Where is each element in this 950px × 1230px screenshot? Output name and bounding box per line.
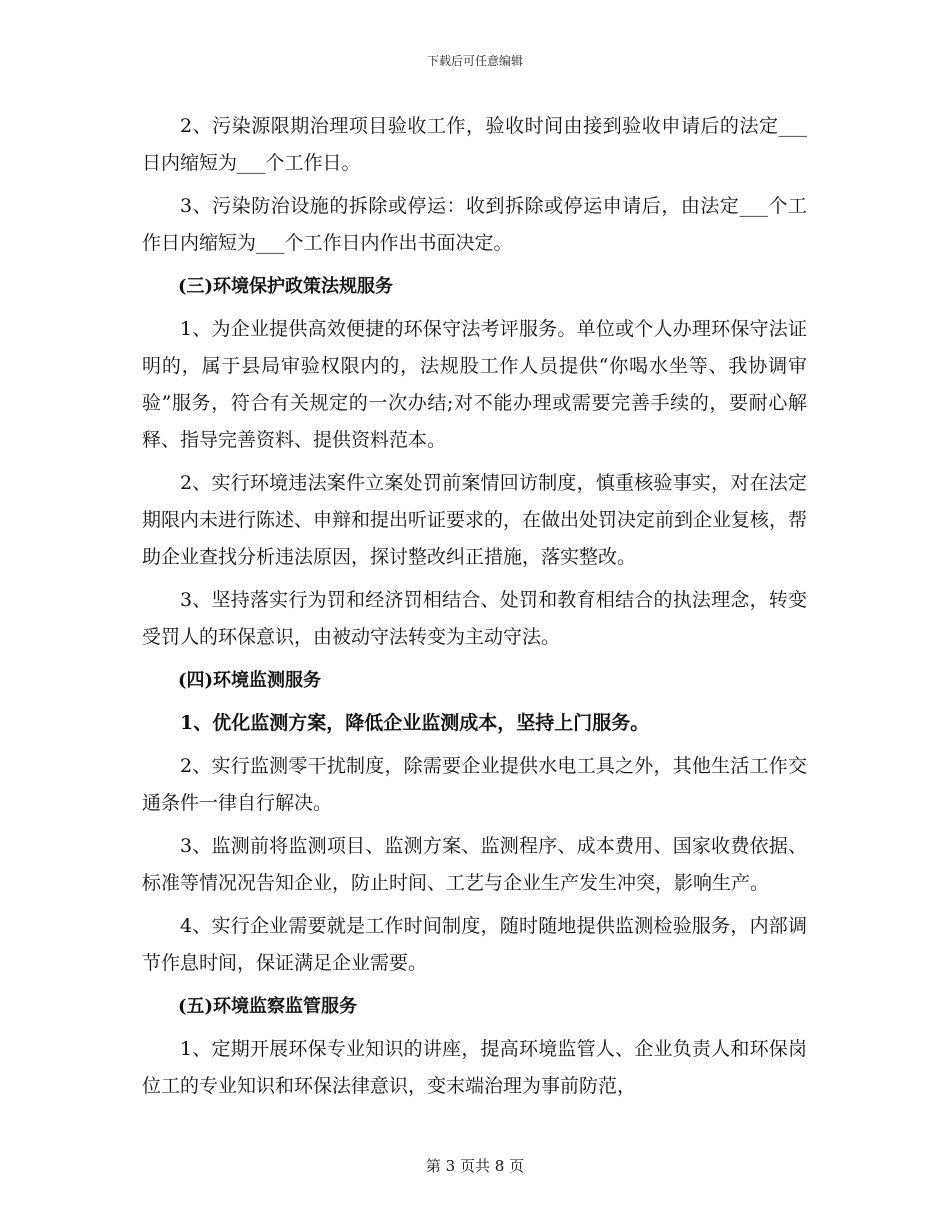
page-number: 第 3 页共 8 页 [425,1157,525,1175]
paragraph-policy-1: 1、为企业提供高效便捷的环保守法考评服务。单位或个人办理环保守法证明的，属于县局审验权限内的，法规股工作人员提供“你喝水坐等、我协调审验”服务，符合有关规定的一次办结;对不能办理或需要完善手续的，要耐心解释、指导完善资料、提供资料范本。 [142,318,807,451]
page-header: 下载后可任意编辑 [426,54,523,68]
paragraph-monitoring-4: 4、实行企业需要就是工作时间制度，随时随地提供监测检验服务，内部调节作息时间，保证满足企业需要。 [142,915,807,974]
paragraph-monitoring-2: 2、实行监测零干扰制度，除需要企业提供水电工具之外，其他生活工作交通条件一律自行解决。 [142,755,807,814]
section-heading-supervision-services: (五)环境监察监管服务 [178,996,358,1017]
paragraph-3-facility-removal: 3、污染防治设施的拆除或停运：收到拆除或停运申请后，由法定___个工作日内缩短为___个工作日内作出书面决定。 [142,195,807,254]
section-heading-policy-services: (三)环境保护政策法规服务 [178,276,394,297]
section-heading-monitoring-services: (四)环境监测服务 [178,670,322,691]
paragraph-2-acceptance: 2、污染源限期治理项目验收工作，验收时间由接到验收申请后的法定___日内缩短为___个工作日。 [142,115,807,174]
paragraph-monitoring-1: 1、优化监测方案，降低企业监测成本，坚持上门服务。 [180,712,650,734]
document-body [142,108,807,1111]
paragraph-policy-3: 3、坚持落实行为罚和经济罚相结合、处罚和教育相结合的执法理念，转变受罚人的环保意识，由被动守法转变为主动守法。 [142,589,807,648]
paragraph-supervision-1: 1、定期开展环保专业知识的讲座，提高环境监管人、企业负责人和环保岗位工的专业知识和环保法律意识，变末端治理为事前防范， [142,1038,807,1097]
paragraph-policy-2: 2、实行环境违法案件立案处罚前案情回访制度，慎重核验事实，对在法定期限内未进行陈述、申辩和提出听证要求的，在做出处罚决定前到企业复核，帮助企业查找分析违法原因，探讨整改纠正措施，落实整改。 [142,472,808,568]
paragraph-monitoring-3: 3、监测前将监测项目、监测方案、监测程序、成本费用、国家收费依据、标准等情况况告知企业，防止时间、工艺与企业生产发生冲突，影响生产。 [142,835,807,894]
